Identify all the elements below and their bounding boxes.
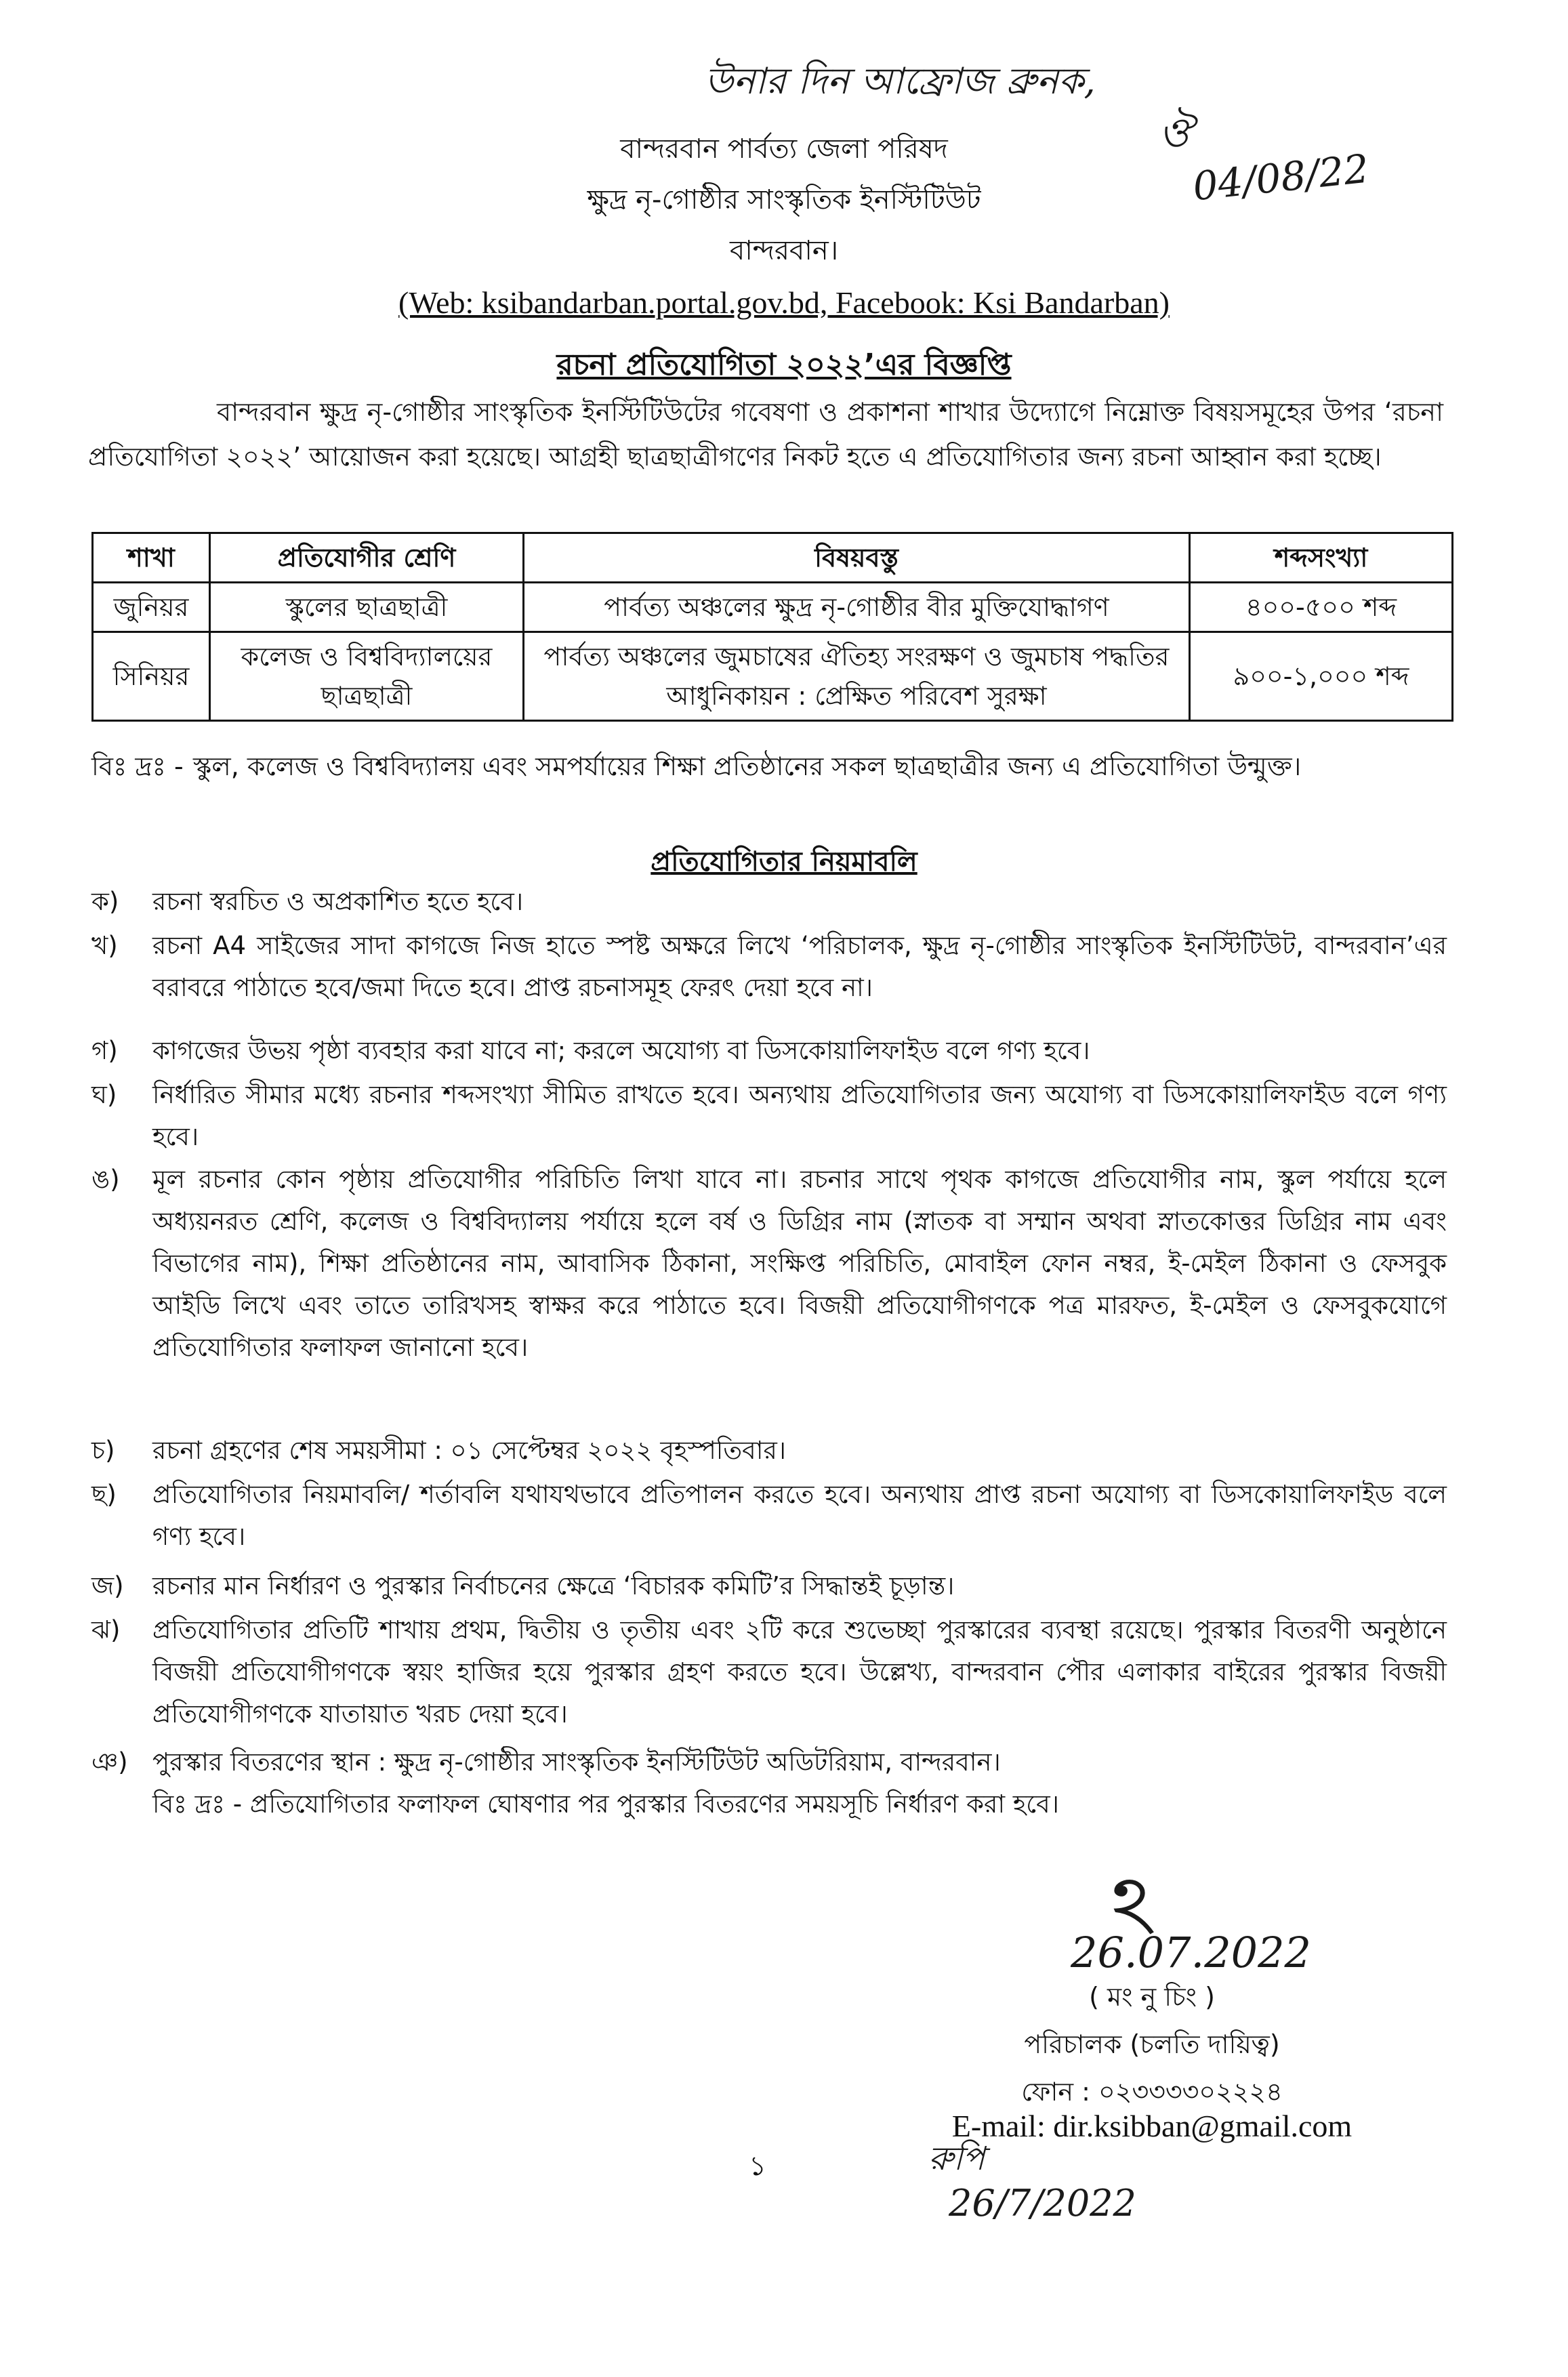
rules-title: প্রতিযোগিতার নিয়মাবলি [651, 846, 917, 877]
rule-item [91, 1609, 1447, 1735]
page-number: ১ [749, 2151, 766, 2182]
note-label: বিঃ দ্রঃ - [91, 751, 184, 781]
location: বান্দরবান। [730, 235, 838, 266]
rule-item [91, 925, 1447, 1009]
rule-text: প্রতিযোগিতার নিয়মাবলি/ শর্তাবলি যথাযথভাবে প্রতিপালন করতে হবে। অন্যথায় প্রাপ্ত রচনা অযোগ্য বা ডিসকোয়ালিফাইড বলে গণ্য হবে। [152, 1480, 1447, 1551]
rule-marker: চ) [91, 1436, 115, 1465]
receipt-date: 26/7/2022 [949, 2182, 1136, 2225]
handwritten-note: উনার দিন আফ্রোজ ব্রুনক, [705, 60, 1096, 102]
signatory-designation: পরিচালক (চলতি দায়িত্ব) [1024, 2029, 1280, 2059]
col-branch: শাখা [93, 533, 210, 583]
table-header-row [93, 533, 1453, 583]
cell-category: স্কুলের ছাত্রছাত্রী [210, 583, 524, 632]
eligibility-note [91, 745, 1447, 787]
rule-item [91, 1074, 1447, 1158]
receipt-signature: রুপি [928, 2140, 985, 2178]
cell-word-count: ৪০০-৫০০ শব্দ [1190, 583, 1453, 632]
indent [91, 1783, 152, 1825]
rule-item [91, 1030, 1447, 1072]
rule-marker: ছ) [91, 1480, 117, 1509]
rule-text: নির্ধারিত সীমার মধ্যে রচনার শব্দসংখ্যা সীমিত রাখতে হবে। অন্যথায় প্রতিযোগিতার জন্য অযোগ্য বা ডিসকোয়ালিফাইড বলে গণ্য হবে। [152, 1080, 1447, 1151]
signature-mark: ঽ [1111, 1859, 1156, 1954]
rule-item [91, 1565, 1447, 1607]
rule-marker: জ) [91, 1571, 124, 1600]
handwritten-date-top: 04/08/22 [1191, 145, 1371, 210]
rule-marker: খ) [91, 931, 118, 960]
rule-text: মূল রচনার কোন পৃষ্ঠায় প্রতিযোগীর পরিচিতি লিখা যাবে না। রচনার সাথে পৃথক কাগজে প্রতিযোগীর নাম, স্কুল পর্যায়ে হলে অধ্যয়নরত শ্রেণি, কলেজ ও বিশ্ববিদ্যালয় পর্যায়ে হলে বর্ষ ও ডিগ্রির নাম (স্নাতক বা সম্মান অথবা স্নাতকোত্তর ডিগ্রির নাম এবং বিভাগের নাম), শিক্ষা প্রতিষ্ঠানের নাম, আবাসিক ঠিকানা, সংক্ষিপ্ত পরিচিতি, মোবাইল ফোন নম্বর, ই-মেইল ঠিকানা ও ফেসবুক আইডি লিখে এবং তাতে তারিখসহ স্বাক্ষর করে পাঠাতে হবে। বিজয়ী প্রতিযোগীগণকে পত্র মারফত, ই-মেইল ও ফেসবুকযোগে প্রতিযোগিতার ফলাফল জানানো হবে। [152, 1165, 1447, 1362]
cell-topic: পার্বত্য অঞ্চলের ক্ষুদ্র নৃ-গোষ্ঠীর বীর মুক্তিযোদ্ধাগণ [524, 583, 1190, 632]
cell-topic: পার্বত্য অঞ্চলের জুমচাষের ঐতিহ্য সংরক্ষণ ও জুমচাষ পদ্ধতির আধুনিকায়ন : প্রেক্ষিত পরিবেশ সুরক্ষা [524, 632, 1190, 721]
note-text: স্কুল, কলেজ ও বিশ্ববিদ্যালয় এবং সমপর্যায়ের শিক্ষা প্রতিষ্ঠানের সকল ছাত্রছাত্রীর জন্য এ প্রতিযোগিতা উন্মুক্ত। [193, 751, 1302, 781]
rule-marker: ঝ) [91, 1615, 121, 1645]
rule-text: রচনা গ্রহণের শেষ সময়সীমা : ০১ সেপ্টেম্বর ২০২২ বৃহস্পতিবার। [152, 1436, 787, 1465]
final-note [91, 1783, 1447, 1825]
rule-text: রচনা A4 সাইজের সাদা কাগজে নিজ হাতে স্পষ্ট অক্ষরে লিখে ‘পরিচালক, ক্ষুদ্র নৃ-গোষ্ঠীর সাংস্কৃতিক ইনস্টিটিউট, বান্দরবান’এর বরাবরে পাঠাতে হবে/জমা দিতে হবে। প্রাপ্ত রচনাসমূহ ফেরৎ দেয়া হবে না। [152, 931, 1447, 1002]
rule-text: কাগজের উভয় পৃষ্ঠা ব্যবহার করা যাবে না; করলে অযোগ্য বা ডিসকোয়ালিফাইড বলে গণ্য হবে। [152, 1036, 1090, 1065]
notice-title: রচনা প্রতিযোগিতা ২০২২’এর বিজ্ঞপ্তি [556, 348, 1012, 382]
web-facebook-line: (Web: ksibandarban.portal.gov.bd, Facebook: Ksi Bandarban) [398, 285, 1170, 320]
final-note-text: বিঃ দ্রঃ - প্রতিযোগিতার ফলাফল ঘোষণার পর পুরস্কার বিতরণের সময়সূচি নির্ধারণ করা হবে। [152, 1790, 1059, 1819]
rule-text: পুরস্কার বিতরণের স্থান : ক্ষুদ্র নৃ-গোষ্ঠীর সাংস্কৃতিক ইনস্টিটিউট অডিটরিয়াম, বান্দরবান। [152, 1748, 1001, 1777]
signatory-phone: ফোন : ০২৩৩৩৩০২২২৪ [1021, 2077, 1283, 2107]
rule-item [91, 1430, 1447, 1472]
institute-name: ক্ষুদ্র নৃ-গোষ্ঠীর সাংস্কৃতিক ইনস্টিটিউট [587, 184, 981, 215]
rule-marker: ঞ) [91, 1748, 128, 1777]
intro-paragraph [88, 390, 1443, 479]
signatory-email: E-mail: dir.ksibban@gmail.com [951, 2109, 1353, 2143]
rule-marker: ঘ) [91, 1080, 117, 1109]
cell-branch: জুনিয়র [93, 583, 210, 632]
rule-item [91, 1741, 1447, 1783]
rule-marker: গ) [91, 1036, 118, 1065]
rule-marker: ঙ) [91, 1165, 120, 1194]
competition-table [91, 532, 1453, 722]
org-name: বান্দরবান পার্বত্য জেলা পরিষদ [620, 133, 948, 165]
table-row [93, 632, 1453, 721]
rule-item [91, 881, 1447, 923]
rule-text: রচনার মান নির্ধারণ ও পুরস্কার নির্বাচনের ক্ষেত্রে ‘বিচারক কমিটি’র সিদ্ধান্তই চূড়ান্ত। [152, 1571, 955, 1600]
table-row [93, 583, 1453, 632]
rule-text: রচনা স্বরচিত ও অপ্রকাশিত হতে হবে। [152, 887, 524, 916]
col-category: প্রতিযোগীর শ্রেণি [210, 533, 524, 583]
signature-date: 26.07.2022 [1071, 1928, 1311, 1977]
rule-item [91, 1159, 1447, 1369]
col-word-count: শব্দসংখ্যা [1190, 533, 1453, 583]
handwritten-initial: ঔ [1159, 109, 1193, 157]
col-topic: বিষয়বস্তু [524, 533, 1190, 583]
signatory-name: ( মং নু চিং ) [1089, 1982, 1215, 2012]
rule-item [91, 1474, 1447, 1558]
cell-word-count: ৯০০-১,০০০ শব্দ [1190, 632, 1453, 721]
rule-text: প্রতিযোগিতার প্রতিটি শাখায় প্রথম, দ্বিতীয় ও তৃতীয় এবং ২টি করে শুভেচ্ছা পুরস্কারের ব্যবস্থা রয়েছে। পুরস্কার বিতরণী অনুষ্ঠানে বিজয়ী প্রতিযোগীগণকে স্বয়ং হাজির হয়ে পুরস্কার গ্রহণ করতে হবে। উল্লেখ্য, বান্দরবান পৌর এলাকার বাইরের পুরস্কার বিজয়ী প্রতিযোগীগণকে যাতায়াত খরচ দেয়া হবে। [152, 1615, 1447, 1729]
cell-branch: সিনিয়র [93, 632, 210, 721]
cell-category: কলেজ ও বিশ্ববিদ্যালয়ের ছাত্রছাত্রী [210, 632, 524, 721]
intro-text: বান্দরবান ক্ষুদ্র নৃ-গোষ্ঠীর সাংস্কৃতিক ইনস্টিটিউটের গবেষণা ও প্রকাশনা শাখার উদ্যোগে নিম্নোক্ত বিষয়সমূহের উপর ‘রচনা প্রতিযোগিতা ২০২২’ আয়োজন করা হয়েছে। আগ্রহী ছাত্রছাত্রীগণের নিকট হতে এ প্রতিযোগিতার জন্য রচনা আহ্বান করা হচ্ছে। [88, 397, 1443, 472]
rule-marker: ক) [91, 887, 119, 916]
